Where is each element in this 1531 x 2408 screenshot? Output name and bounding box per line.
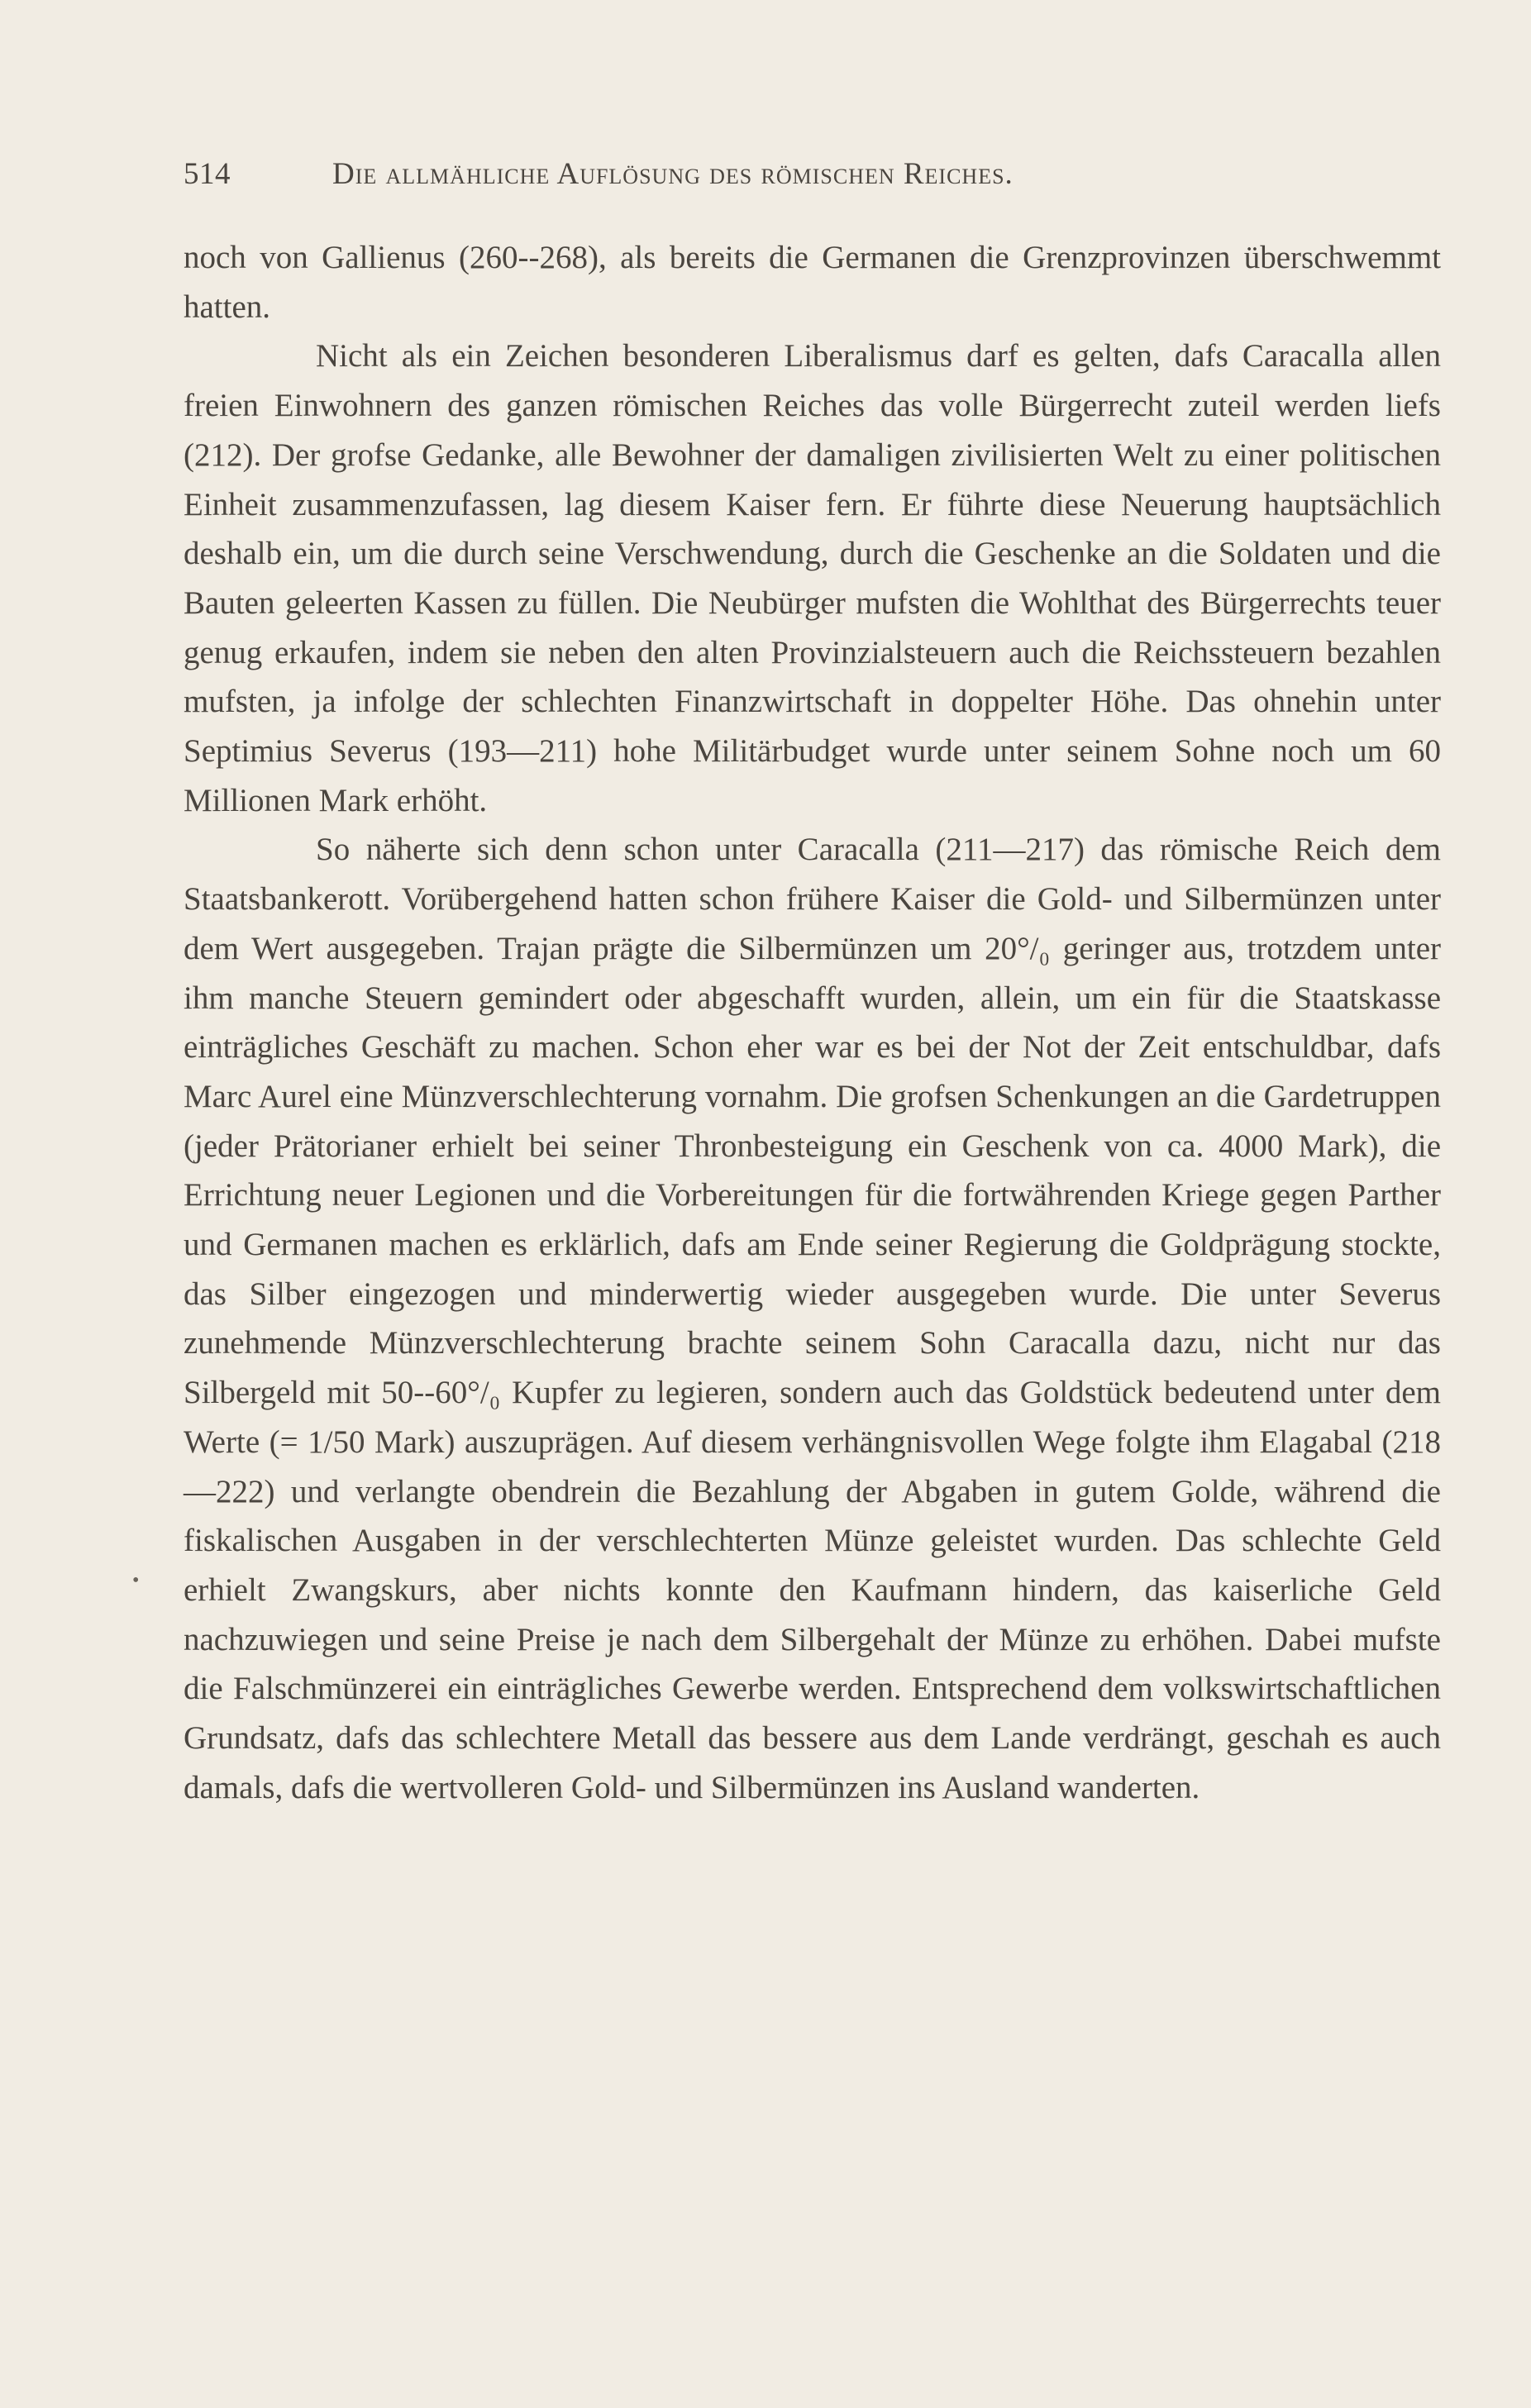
paragraph-3: So näherte sich denn schon unter Caracalla (211—217) das römische Reich dem Staatsbankerott. Vorübergehend hatten schon frühere Kaiser die Gold- und Silbermünzen unter dem Wert ausgegeben. Trajan prägte die Silbermünzen um 20°/₀ geringer aus, trotzdem unter ihm manche Steuern gemindert oder abgeschafft wurden, allein, um ein für die Staatskasse einträgliches Geschäft zu machen. Schon eher war es bei der Not der Zeit entschuldbar, dafs Marc Aurel eine Münzverschlechterung vornahm. Die grofsen Schenkungen an die Gardetruppen (jeder Prätorianer erhielt bei seiner Thronbesteigung ein Geschenk von ca. 4000 Mark), die Errichtung neuer Legionen und die Vorbereitungen für die fortwährenden Kriege gegen Parther und Germanen machen es erklärlich, dafs am Ende seiner Regierung die Goldprägung stockte, das Silber eingezogen und minderwertig wieder ausgegeben wurde. Die unter Severus zunehmende Münzverschlechterung brachte seinem Sohn Caracalla dazu, nicht nur das Silbergeld mit 50--60°/₀ Kupfer zu legieren, sondern auch das Goldstück bedeutend unter dem Werte (= 1/50 Mark) auszuprägen. Auf diesem verhängnisvollen Wege folgte ihm Elagabal (218—222) und verlangte obendrein die Bezahlung der Abgaben in gutem Golde, während die fiskalischen Ausgaben in der verschlechterten Münze geleistet wurden. Das schlechte Geld erhielt Zwangskurs, aber nichts konnte den Kaufmann hindern, das kaiserliche Geld nachzuwiegen und seine Preise je nach dem Silbergehalt der Münze zu erhöhen. Dabei mufste die Falschmünzerei ein einträgliches Gewerbe werden. Entsprechend dem volkswirtschaftlichen Grundsatz, dafs das schlechtere Metall das bessere aus dem Lande verdrängt, geschah es auch damals, dafs die wertvolleren Gold- und Silbermünzen ins Ausland wanderten. xyxy=(184,832,1441,1805)
body-text xyxy=(184,233,1441,1813)
running-title: Die allmähliche Auflösung des römischen Reiches. xyxy=(332,157,1014,191)
margin-dot-mark: • xyxy=(132,1570,140,1591)
paragraph-2: Nicht als ein Zeichen besonderen Liberalismus darf es gelten, dafs Caracalla allen freien Einwohnern des ganzen römischen Reiches das volle Bürgerrecht zuteil werden liefs (212). Der grofse Gedanke, alle Bewohner der damaligen zivilisierten Welt zu einer politischen Einheit zusammenzufassen, lag diesem Kaiser fern. Er führte diese Neuerung hauptsächlich deshalb ein, um die durch seine Verschwendung, durch die Geschenke an die Soldaten und die Bauten geleerten Kassen zu füllen. Die Neubürger mufsten die Wohlthat des Bürgerrechts teuer genug erkaufen, indem sie neben den alten Provinzialsteuern auch die Reichssteuern bezahlen mufsten, ja infolge der schlechten Finanzwirtschaft in doppelter Höhe. Das ohnehin unter Septimius Severus (193—211) hohe Militärbudget wurde unter seinem Sohne noch um 60 Millionen Mark erhöht. xyxy=(184,338,1441,818)
page-number: 514 xyxy=(184,157,231,191)
paragraph-1: noch von Gallienus (260--268), als bereits die Germanen die Grenzprovinzen überschwemmt hatten. xyxy=(184,240,1441,325)
